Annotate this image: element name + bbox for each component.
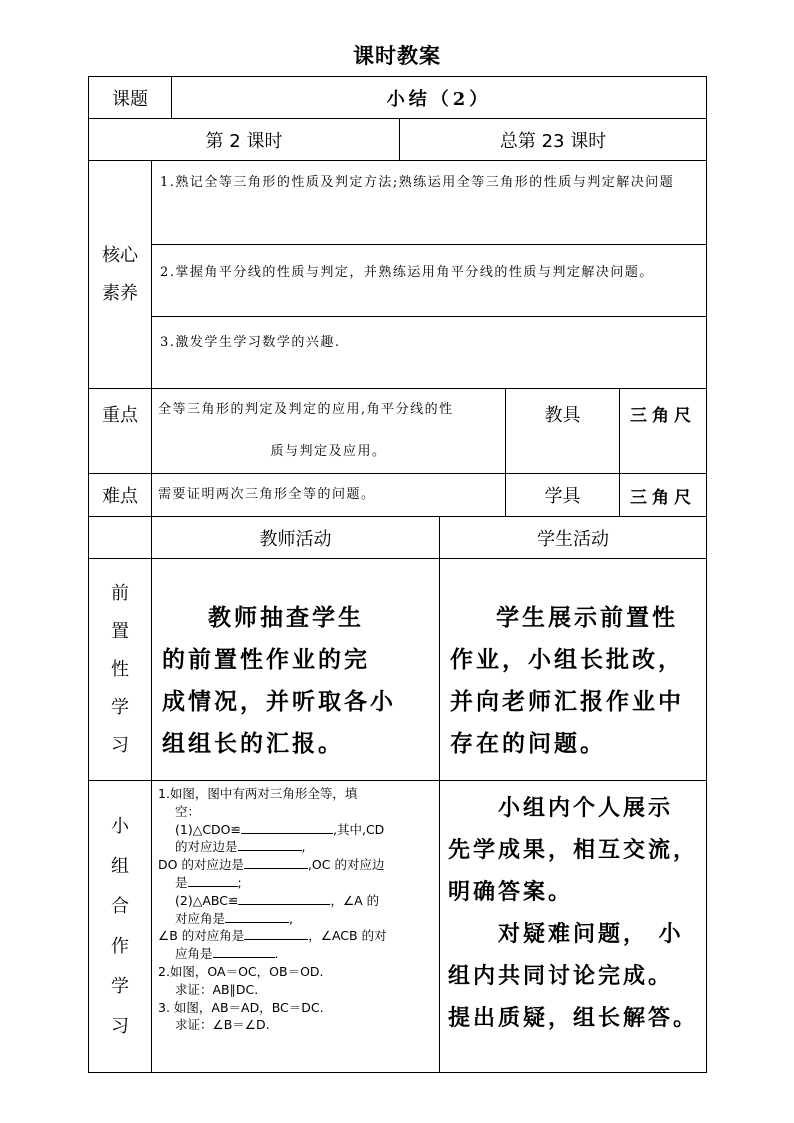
answer-blank[interactable] xyxy=(188,874,238,887)
core-label-line1: 核心 xyxy=(102,244,138,266)
objective-2: 2.掌握角平分线的性质与判定，并熟练运用角平分线的性质与判定解决问题。 xyxy=(152,245,707,317)
core-label-line2: 素养 xyxy=(102,282,138,304)
group-study-row xyxy=(89,781,707,1073)
text-line: 提出质疑，组长解答。 xyxy=(448,1005,699,1031)
period-row xyxy=(89,119,707,161)
text-line: 组组长的汇报。 xyxy=(162,729,344,757)
lesson-plan-table xyxy=(88,76,707,1073)
preview-row xyxy=(89,559,707,781)
student-tool-label: 学具 xyxy=(506,474,620,517)
key-text xyxy=(152,389,506,474)
objective-row-1 xyxy=(89,161,707,245)
group-label-char: 作 xyxy=(111,935,129,957)
group-student-activity xyxy=(440,781,707,1073)
topic-row xyxy=(89,77,707,119)
text-line: 先学成果，相互交流， xyxy=(448,837,699,863)
task-line: 求证：AB∥DC. xyxy=(175,981,259,997)
preview-teacher-activity xyxy=(152,559,440,781)
document-title: 课时教案 xyxy=(353,44,441,68)
group-label-char: 组 xyxy=(111,855,129,877)
core-label xyxy=(89,161,152,389)
text-line: 教师抽查学生 xyxy=(208,603,364,631)
student-tool-value: 三角尺 xyxy=(620,474,707,517)
activity-header-blank xyxy=(89,517,152,559)
preview-label-char: 习 xyxy=(111,734,129,756)
task-line: 3. 如图，AB＝AD，BC＝DC. xyxy=(158,999,324,1015)
period-total: 总第 23 课时 xyxy=(400,119,707,161)
answer-blank[interactable] xyxy=(244,856,308,869)
difficulty-label: 难点 xyxy=(89,474,152,517)
preview-label-char: 学 xyxy=(111,696,129,718)
preview-label-char: 前 xyxy=(111,582,129,604)
task-line: (2)△ABC≌ ，∠A 的 xyxy=(175,892,380,908)
task-line: (1)△CDO≌ ,其中,CD xyxy=(175,821,385,837)
group-label-char: 学 xyxy=(111,975,129,997)
task-line: 是 ; xyxy=(175,874,242,890)
topic-value: 小结（2） xyxy=(172,77,707,119)
preview-label xyxy=(89,559,152,781)
task-line: 1.如图，图中有两对三角形全等，填 xyxy=(158,786,358,801)
text-line: 存在的问题。 xyxy=(450,729,606,757)
answer-blank[interactable] xyxy=(225,910,289,923)
difficulty-row xyxy=(89,474,707,517)
period-current: 第 2 课时 xyxy=(89,119,400,161)
key-text-line1: 全等三角形的判定及判定的应用,角平分线的性 xyxy=(158,402,454,417)
task-line: 空： xyxy=(175,803,201,819)
objective-1: 1.熟记全等三角形的性质及判定方法;熟练运用全等三角形的性质与判定解决问题 xyxy=(152,161,707,245)
objective-row-3 xyxy=(89,317,707,389)
answer-blank[interactable] xyxy=(238,892,330,905)
answer-blank[interactable] xyxy=(238,838,302,851)
group-label-char: 小 xyxy=(111,815,129,837)
text-line: 的前置性作业的完 xyxy=(162,645,370,673)
objective-row-2 xyxy=(89,245,707,317)
text-line: 对疑难问题， 小 xyxy=(498,921,684,947)
preview-label-char: 置 xyxy=(111,620,129,642)
topic-label: 课题 xyxy=(89,77,172,119)
preview-label-char: 性 xyxy=(111,658,129,680)
task-line: DO 的对应边是 ,OC 的对应边 xyxy=(158,857,385,873)
key-label: 重点 xyxy=(89,389,152,474)
task-line: 对应角是 , xyxy=(175,910,293,926)
key-text-line2: 质与判定及应用。 xyxy=(270,444,387,459)
group-teacher-exercises xyxy=(152,781,440,1073)
student-activity-header: 学生活动 xyxy=(440,517,707,559)
difficulty-text: 需要证明两次三角形全等的问题。 xyxy=(152,474,506,517)
task-line: ∠B 的对应角是 ，∠ACB 的对 xyxy=(158,928,387,944)
objective-3: 3.激发学生学习数学的兴趣. xyxy=(152,317,707,389)
text-line: 成情况，并听取各小 xyxy=(162,687,396,715)
activity-header-row xyxy=(89,517,707,559)
text-line: 小组内个人展示 xyxy=(498,795,674,821)
text-line: 并向老师汇报作业中 xyxy=(450,687,684,715)
text-line: 组内共同讨论完成。 xyxy=(448,963,674,989)
group-label xyxy=(89,781,152,1073)
answer-blank[interactable] xyxy=(244,927,308,940)
text-line: 学生展示前置性 xyxy=(496,603,678,631)
teacher-activity-header: 教师活动 xyxy=(152,517,440,559)
teacher-tool-value: 三角尺 xyxy=(620,389,707,474)
task-line: 2.如图，OA＝OC，OB＝OD. xyxy=(158,963,324,979)
key-point-row xyxy=(89,389,707,474)
task-line: 应角是 . xyxy=(175,946,279,962)
answer-blank[interactable] xyxy=(213,945,275,958)
task-line: 求证：∠B＝∠D. xyxy=(175,1017,270,1033)
preview-student-activity xyxy=(440,559,707,781)
group-label-char: 习 xyxy=(111,1015,129,1037)
teacher-tool-label: 教具 xyxy=(506,389,620,474)
task-line: 的对应边是 , xyxy=(175,839,306,855)
answer-blank[interactable] xyxy=(241,821,333,834)
text-line: 明确答案。 xyxy=(448,879,574,905)
group-label-char: 合 xyxy=(111,895,129,917)
text-line: 作业，小组长批改， xyxy=(450,645,684,673)
